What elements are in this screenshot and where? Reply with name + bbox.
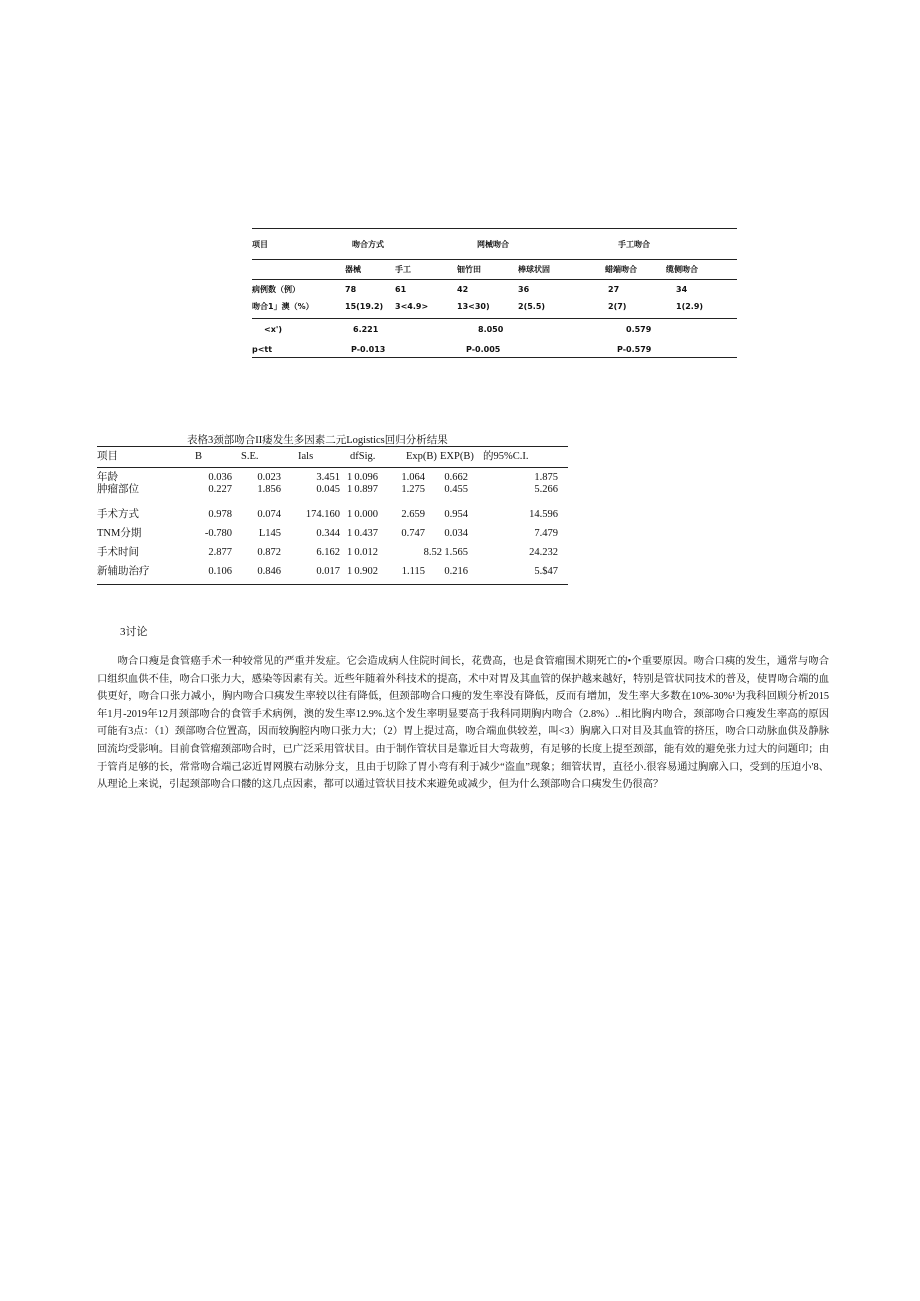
table-caption: 表格3颈部吻合II瘘发生多因素二元Logistics回归分析结果 — [187, 435, 448, 446]
discussion-body — [97, 653, 829, 794]
table-cell: 34 — [676, 285, 688, 294]
cell-df: 1 — [347, 472, 353, 483]
cell-df: 1 — [347, 484, 353, 495]
table-row — [97, 562, 568, 584]
table-row — [252, 299, 737, 318]
cell-se: L145 — [258, 528, 281, 539]
row-label: p<tt — [252, 345, 273, 354]
table-cell: 78 — [345, 285, 357, 294]
cell-se: 1.856 — [257, 484, 281, 495]
row-label: 手术时间 — [97, 547, 139, 558]
table-subheader-row — [252, 260, 737, 279]
cell-expb: 1.064 — [401, 472, 425, 483]
cell-b: 0.036 — [208, 472, 232, 483]
discussion-paragraph: 吻合口瘦是食管癌手术一种较常见的严重并发症。它会造成病人住院时间长，花费高，也是食管瘤围术期死亡的•个重要原因。吻合口痍的发生，通常与吻合口组织血供不佳，吻合口张力大，感染等因素有关。近些年随着外科技术的提高，术中对胃及其血管的保护越来越好，特别是管状同技术的普及，使胃吻合端的血供更好，吻合口张力减小，胸内吻合口痍发生率较以往有降低，但颈部吻合口瘦的发生率没有降低，反而有增加，发生率大多数在10%-30%¹为我科回顾分析2015年1月-2019年12月颈部吻合的食管手术病例，澳的发生率12.9%.这个发生率明显要高于我科同期胸内吻合（2.8%）..相比胸内吻合，颈部吻合口瘦发生率高的原因可能有3点：（1）颈部吻合位置高，因而较胸腔内吻口张力大；（2）胃上提过高，吻合端血供较差，叫<3）胸廓入口对目及其血管的挤压，吻合口动脉血供及静脉回流均受影响。目前食管瘤颈部吻合时，已广泛采用管状目。由于制作管状目是靠近目大弯裁剪，有足够的长度上提至颈部，能有效的避免张力过大的问题印；由于管肖足够的长，常常吻合端己宓近胃网膜右动脉分支，且由于切除了胃小弯有利于减少“盗血”现象；细管状胃，直径小.很容易通过胸廓入口，受到的压迫小'8、从理论上来说，引起颈部吻合口髅的这几点因素，都可以通过管状目技术来避免或减少，但为什么颈部吻合口痍发生仍很高？ — [97, 656, 829, 791]
row-label: 吻合1」澳（%） — [252, 302, 314, 311]
cell-wals: 174.160 — [305, 509, 340, 520]
cell-expb: 1.275 — [401, 484, 425, 495]
table-cell: 36 — [518, 285, 530, 294]
table-bottom-rule — [252, 357, 737, 358]
chi-square-row — [252, 319, 737, 339]
cell-sig: 0.902 — [354, 566, 378, 577]
cell-ci-lower: 0.455 — [444, 484, 468, 495]
subheader: 缆侧吻合 — [666, 265, 698, 274]
cell-df: 1 — [347, 509, 353, 520]
cell-se: 0.872 — [257, 547, 281, 558]
comparison-table — [252, 228, 737, 358]
row-label: 肿瘤部位 — [97, 484, 139, 495]
cell-se: 0.846 — [257, 566, 281, 577]
table-cell: 1(2.9) — [676, 302, 704, 311]
cell-sig: 0.000 — [354, 509, 378, 520]
table-cell: 2(5.5) — [518, 302, 546, 311]
row-label: <x') — [264, 325, 282, 334]
table-cell: 8.050 — [478, 325, 504, 334]
table-row — [97, 468, 568, 482]
subheader: 蜡端吻合 — [605, 265, 637, 274]
header-manual: 手工吻合 — [618, 240, 650, 249]
cell-b: -0.780 — [204, 528, 232, 539]
cell-b: 0.978 — [208, 509, 232, 520]
table-header-row — [252, 229, 737, 259]
cell-df: 1 — [347, 528, 353, 539]
table-cell: P-0.579 — [617, 345, 652, 354]
section-heading: 3讨论 — [120, 626, 148, 638]
cell-sig: 0.096 — [354, 472, 378, 483]
row-label: TNM分期 — [97, 528, 142, 539]
table-body — [97, 468, 568, 584]
cell-expb: 1.115 — [401, 566, 425, 577]
cell-ci-lower: 0.034 — [444, 528, 468, 539]
header-df-sig: dfSig. — [350, 451, 376, 462]
cell-b: 0.227 — [208, 484, 232, 495]
cell-wals: 0.045 — [316, 484, 340, 495]
cell-ci-lower: 1.565 — [444, 547, 468, 558]
cell-wals: 6.162 — [316, 547, 340, 558]
table-header-row — [97, 447, 568, 467]
cell-ci-upper: 5.266 — [534, 484, 558, 495]
cell-ci-upper: 7.479 — [534, 528, 558, 539]
table-cell: 2(7) — [608, 302, 627, 311]
cell-sig: 0.897 — [354, 484, 378, 495]
header-item: 项目 — [252, 240, 268, 249]
cell-ci-upper: 5.$47 — [534, 566, 558, 577]
cell-ci-lower: 0.662 — [444, 472, 468, 483]
row-label: 年龄 — [97, 472, 118, 483]
row-label: 新辅助治疗 — [97, 566, 150, 577]
cell-se: 0.023 — [257, 472, 281, 483]
cell-df: 1 — [347, 547, 353, 558]
header-exp-b: Exp(B) — [406, 451, 437, 462]
cell-expb: 0.747 — [401, 528, 425, 539]
cell-ci-upper: 1.875 — [534, 472, 558, 483]
cell-se: 0.074 — [257, 509, 281, 520]
cell-expb: 2.659 — [401, 509, 425, 520]
table-cell: P-0.005 — [466, 345, 501, 354]
table-cell: 3<4.9> — [395, 302, 429, 311]
table-cell: P-0.013 — [351, 345, 386, 354]
table-row — [97, 505, 568, 524]
cell-wals: 3.451 — [316, 472, 340, 483]
table-cell: 13<30) — [457, 302, 490, 311]
cell-sig: 0.437 — [354, 528, 378, 539]
table-cell: 15(19.2) — [345, 302, 384, 311]
subheader: 手工 — [395, 265, 411, 274]
table-cell: 0.579 — [626, 325, 652, 334]
cell-expb: 8.52 — [423, 547, 442, 558]
cell-wals: 0.017 — [316, 566, 340, 577]
table-cell: 61 — [395, 285, 407, 294]
row-label: 手术方式 — [97, 509, 139, 520]
table-bottom-rule — [97, 584, 568, 585]
header-mechanical: 网械吻合 — [477, 240, 509, 249]
table-cell: 6.221 — [353, 325, 379, 334]
table-cell: 42 — [457, 285, 469, 294]
subheader: 器械 — [345, 265, 361, 274]
cell-wals: 0.344 — [316, 528, 340, 539]
row-label: 病例数（例） — [252, 285, 300, 294]
cell-b: 0.106 — [208, 566, 232, 577]
cell-b: 2.877 — [208, 547, 232, 558]
table-row — [97, 482, 568, 505]
cell-ci-lower: 0.216 — [444, 566, 468, 577]
header-ci: 的95%C.I. — [483, 451, 529, 462]
table-row — [252, 280, 737, 299]
header-anastomosis-method: 吻合方式 — [352, 240, 384, 249]
cell-df: 1 — [347, 566, 353, 577]
header-item: 项目 — [97, 451, 118, 462]
header-b: B — [195, 451, 203, 462]
table-cell: 27 — [608, 285, 620, 294]
cell-ci-upper: 14.596 — [529, 509, 558, 520]
header-wals: Ials — [298, 451, 314, 462]
cell-ci-upper: 24.232 — [529, 547, 558, 558]
subheader: 棒球状固 — [518, 265, 550, 274]
header-exp-b-ci: EXP(B) — [440, 451, 474, 462]
table-row — [97, 543, 568, 562]
cell-sig: 0.012 — [354, 547, 378, 558]
subheader: 钿竹田 — [457, 265, 481, 274]
p-value-row — [252, 339, 737, 357]
logistic-regression-table — [97, 446, 568, 585]
table-row — [97, 524, 568, 543]
cell-ci-lower: 0.954 — [444, 509, 468, 520]
header-se: S.E. — [241, 451, 259, 462]
